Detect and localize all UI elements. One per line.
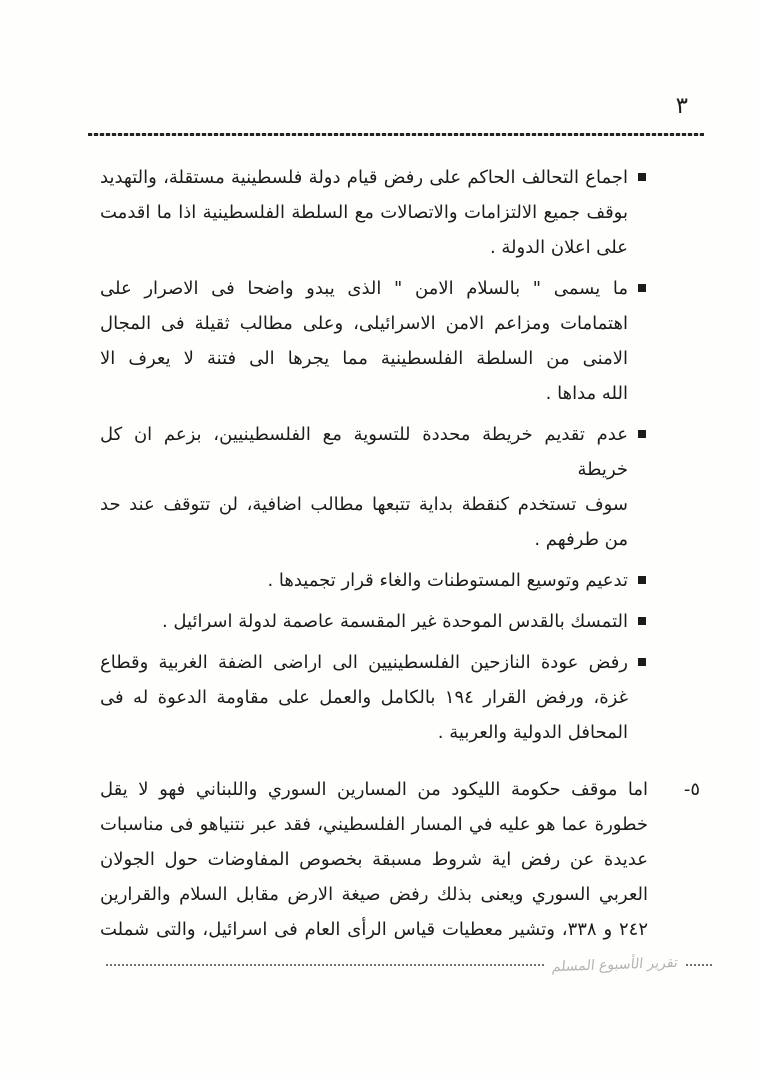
text-line: اما موقف حكومة الليكود من المسارين السوري واللبناني فهو لا يقل bbox=[100, 779, 648, 800]
text-line: تدعيم وتوسيع المستوطنات والغاء قرار تجميدها . bbox=[267, 570, 628, 591]
text-line: على اعلان الدولة . bbox=[489, 237, 628, 258]
text-line: رفض عودة النازحين الفلسطينيين الى اراضى الضفة الغربية وقطاع bbox=[100, 652, 628, 673]
text-line: ٢٤٢ و ٣٣٨، وتشير معطيات قياس الرأى العام فى اسرائيل، والتى شملت bbox=[100, 919, 649, 940]
square-bullet-icon bbox=[638, 658, 646, 666]
bullet-paragraph bbox=[100, 645, 648, 750]
square-bullet-icon bbox=[638, 617, 646, 625]
text-line: اجماع التحالف الحاكم على رفض قيام دولة فلسطينية مستقلة، والتهديد bbox=[100, 167, 628, 188]
text-line: ما يسمى " بالسلام الامن " الذى يبدو واضحا فى الاصرار على bbox=[100, 278, 628, 299]
numbered-item-text bbox=[100, 772, 648, 947]
square-bullet-icon bbox=[638, 576, 646, 584]
text-line: غزة، ورفض القرار ١٩٤ بالكامل والعمل على مقاومة الدعوة له فى bbox=[100, 687, 628, 708]
text-line: عديدة عن رفض اية شروط مسبقة بخصوص المفاوضات حول الجولان bbox=[100, 849, 648, 870]
item-number-marker: ٥- bbox=[683, 779, 700, 800]
square-bullet-icon bbox=[638, 430, 646, 438]
header-rule bbox=[88, 133, 704, 136]
footer-stamp: تقرير الأسبوع المسلم bbox=[551, 954, 679, 976]
text-line: الامنى من السلطة الفلسطينية مما يجرها الى فتنة لا يعرف الا bbox=[100, 348, 628, 369]
page-footer bbox=[106, 954, 712, 976]
page-number: ٣ bbox=[675, 93, 688, 119]
bullet-paragraph bbox=[100, 271, 648, 411]
bullet-list bbox=[100, 160, 648, 750]
footer-dash-segment bbox=[686, 964, 712, 966]
footer-dotted-line bbox=[106, 964, 544, 966]
text-line: عدم تقديم خريطة محددة للتسوية مع الفلسطينيين، بزعم ان كل خريطة bbox=[100, 424, 628, 480]
text-line: من طرفهم . bbox=[534, 529, 628, 550]
bullet-paragraph bbox=[100, 563, 648, 598]
text-line: الله مداها . bbox=[545, 383, 628, 404]
bullet-paragraph bbox=[100, 604, 648, 639]
square-bullet-icon bbox=[638, 284, 646, 292]
text-line: سوف تستخدم كنقطة بداية تتبعها مطالب اضافية، لن تتوقف عند حد bbox=[100, 494, 628, 515]
bullet-paragraph bbox=[100, 160, 648, 265]
document-content bbox=[100, 160, 700, 947]
bullet-paragraph bbox=[100, 417, 648, 557]
text-line: العربي السوري ويعنى بذلك رفض صيغة الارض مقابل السلام والقرارين bbox=[100, 884, 648, 905]
text-line: خطورة عما هو عليه في المسار الفلسطيني، فقد عبر نتنياهو فى مناسبات bbox=[100, 814, 648, 835]
text-line: بوقف جميع الالتزامات والاتصالات مع السلطة الفلسطينية اذا ما اقدمت bbox=[100, 202, 628, 223]
square-bullet-icon bbox=[638, 173, 646, 181]
text-line: التمسك بالقدس الموحدة غير المقسمة عاصمة لدولة اسرائيل . bbox=[161, 611, 628, 632]
text-line: المحافل الدولية والعربية . bbox=[437, 722, 628, 743]
numbered-item bbox=[100, 772, 700, 947]
text-line: اهتمامات ومزاعم الامن الاسرائيلى، وعلى مطالب ثقيلة فى المجال bbox=[100, 313, 628, 334]
